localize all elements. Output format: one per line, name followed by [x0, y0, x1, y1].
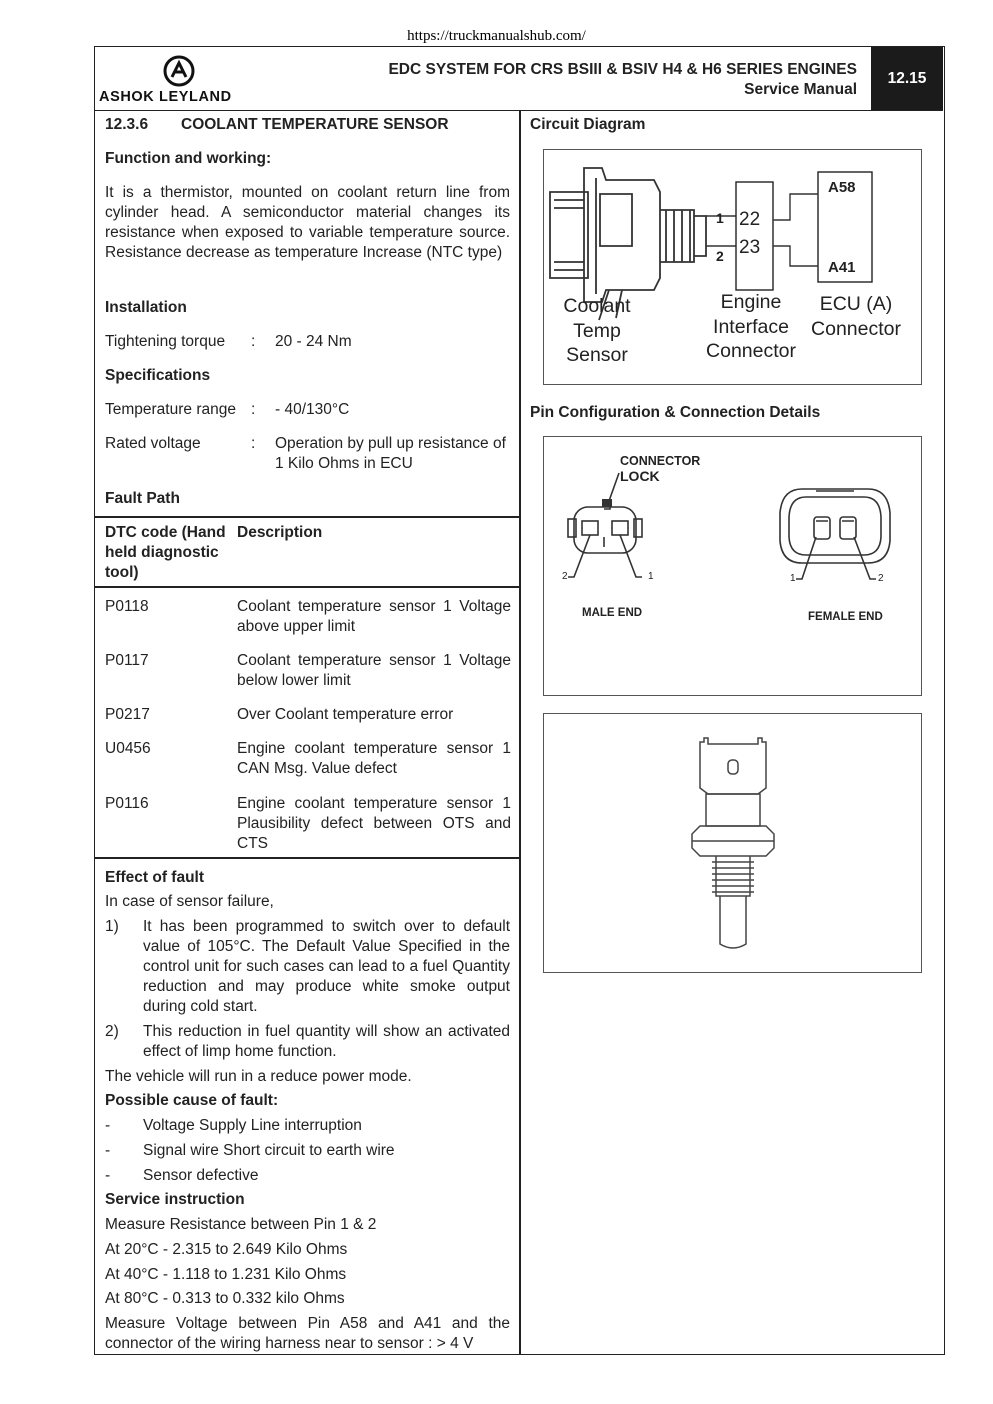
effect-item-number: 1)	[105, 918, 119, 935]
page-header	[95, 47, 943, 111]
sensor-label-line: Coolant	[563, 295, 631, 317]
cause-item: Signal wire Short circuit to earth wire	[143, 1142, 395, 1159]
table-top-rule	[95, 516, 519, 518]
male-pin-1: 1	[648, 571, 654, 582]
voltage-colon: :	[251, 435, 256, 452]
effect-intro: In case of sensor failure,	[105, 893, 274, 910]
pin-configuration-drawing	[544, 437, 921, 695]
dtc-code: P0116	[105, 795, 149, 812]
ecu-label-line: ECU (A)	[819, 293, 893, 315]
service-line: At 80°C - 0.313 to 0.332 kilo Ohms	[105, 1290, 345, 1307]
cause-item: Sensor defective	[143, 1167, 259, 1184]
interface-connector-label	[696, 290, 806, 364]
function-heading: Function and working:	[105, 150, 272, 167]
dtc-column-header: DTC code (Hand held diagnostic tool)	[105, 524, 226, 581]
title-line-1: EDC SYSTEM FOR CRS BSIII & BSIV H4 & H6 SERIES ENGINES	[388, 61, 857, 78]
description-column-header: Description	[237, 524, 323, 541]
sensor-label	[552, 294, 642, 368]
brand-name: ASHOK LEYLAND	[99, 89, 232, 105]
interface-label-line: Engine	[720, 291, 782, 313]
dtc-code: U0456	[105, 740, 151, 757]
pin-configuration-diagram	[543, 436, 922, 696]
circuit-diagram	[543, 149, 922, 385]
page-frame	[94, 46, 945, 1355]
table-bottom-rule	[95, 857, 519, 859]
document-title	[388, 60, 857, 100]
temperature-colon: :	[251, 401, 256, 418]
bullet-dash: -	[105, 1117, 111, 1134]
temperature-label: Temperature range	[105, 401, 236, 418]
ecu-pin-a41: A41	[828, 259, 856, 276]
voltage-value: Operation by pull up resistance of 1 Kilo Ohms in ECU	[275, 435, 506, 472]
effect-item-text: It has been programmed to switch over to default value of 105°C. The Default Value Specified in the control unit for such cases can lead to a fuel Quantity reduction and may produce white smoke output during cold start.	[143, 918, 510, 1015]
specifications-heading: Specifications	[105, 367, 211, 384]
male-end-label: MALE END	[582, 607, 643, 619]
dtc-description: Engine coolant temperature sensor 1 CAN Msg. Value defect	[237, 740, 511, 777]
female-pin-2: 2	[878, 573, 884, 584]
service-line: At 40°C - 1.118 to 1.231 Kilo Ohms	[105, 1266, 347, 1283]
dtc-description: Coolant temperature sensor 1 Voltage below lower limit	[237, 652, 511, 689]
dtc-description: Engine coolant temperature sensor 1 Plausibility defect between OTS and CTS	[237, 795, 511, 852]
torque-value: 20 - 24 Nm	[275, 333, 352, 350]
ashok-leyland-logo-icon	[159, 55, 199, 89]
cause-heading: Possible cause of fault:	[105, 1092, 279, 1109]
table-header-rule	[95, 586, 519, 588]
source-url: https://truckmanualshub.com/	[407, 28, 586, 44]
dtc-code: P0217	[105, 706, 150, 723]
female-pin-1: 1	[790, 573, 796, 584]
effect-item-number: 2)	[105, 1023, 119, 1040]
effect-item-text: This reduction in fuel quantity will show an activated effect of limp home function.	[143, 1023, 510, 1060]
female-connector-icon	[780, 489, 890, 579]
service-line: At 20°C - 2.315 to 2.649 Kilo Ohms	[105, 1241, 348, 1258]
dtc-code: P0118	[105, 598, 149, 615]
voltage-label: Rated voltage	[105, 435, 201, 452]
female-end-label: FEMALE END	[808, 611, 883, 623]
dtc-code: P0117	[105, 652, 149, 669]
sensor-pin-2: 2	[716, 248, 724, 264]
service-heading: Service instruction	[105, 1191, 245, 1208]
column-divider	[519, 110, 521, 1355]
section-number: 12.3.6	[105, 116, 149, 133]
effect-heading: Effect of fault	[105, 869, 205, 886]
temperature-value: - 40/130°C	[275, 401, 350, 418]
sensor-pin-1: 1	[716, 210, 724, 226]
interface-pin-22: 22	[739, 209, 761, 230]
pin-configuration-heading: Pin Configuration & Connection Details	[530, 404, 821, 421]
connector-lock-label	[620, 454, 700, 484]
service-line: Measure Resistance between Pin 1 & 2	[105, 1216, 377, 1233]
interface-pin-23: 23	[739, 237, 761, 258]
lock-label-line: LOCK	[620, 468, 660, 484]
ecu-label-line: Connector	[811, 317, 901, 340]
interface-label-line: Interface	[713, 315, 789, 338]
bullet-dash: -	[105, 1167, 111, 1184]
torque-colon: :	[251, 333, 256, 350]
male-pin-2: 2	[562, 571, 568, 582]
section-title: COOLANT TEMPERATURE SENSOR	[181, 116, 449, 133]
male-connector-icon	[568, 473, 642, 577]
sensor-label-line: Temp	[573, 319, 621, 342]
sensor-photo-panel	[543, 713, 922, 973]
interface-label-line: Connector	[706, 340, 796, 362]
reduced-power-text: The vehicle will run in a reduce power mode.	[105, 1068, 412, 1085]
coolant-sensor-icon	[544, 714, 921, 972]
installation-heading: Installation	[105, 299, 187, 316]
dtc-description: Over Coolant temperature error	[237, 706, 454, 723]
torque-label: Tightening torque	[105, 333, 226, 350]
title-line-2: Service Manual	[744, 81, 857, 98]
page-number: 12.15	[871, 47, 943, 110]
ecu-connector-label	[806, 292, 906, 341]
circuit-diagram-heading: Circuit Diagram	[530, 116, 646, 133]
brand-logo	[97, 55, 262, 107]
function-text: It is a thermistor, mounted on coolant return line from cylinder head. A semiconductor material changes its resistance when exposed to variable temperature source. Resistance decrease as temperature Increase (NTC type)	[105, 184, 510, 261]
service-voltage-text: Measure Voltage between Pin A58 and A41 and the connector of the wiring harness near to sensor : > 4 V	[105, 1315, 510, 1352]
lock-label-line: CONNECTOR	[620, 454, 701, 468]
bullet-dash: -	[105, 1142, 111, 1159]
cause-item: Voltage Supply Line interruption	[143, 1117, 362, 1134]
ecu-pin-a58: A58	[828, 179, 856, 196]
dtc-description: Coolant temperature sensor 1 Voltage above upper limit	[237, 598, 511, 635]
sensor-label-line: Sensor	[566, 344, 628, 366]
fault-path-heading: Fault Path	[105, 490, 180, 507]
